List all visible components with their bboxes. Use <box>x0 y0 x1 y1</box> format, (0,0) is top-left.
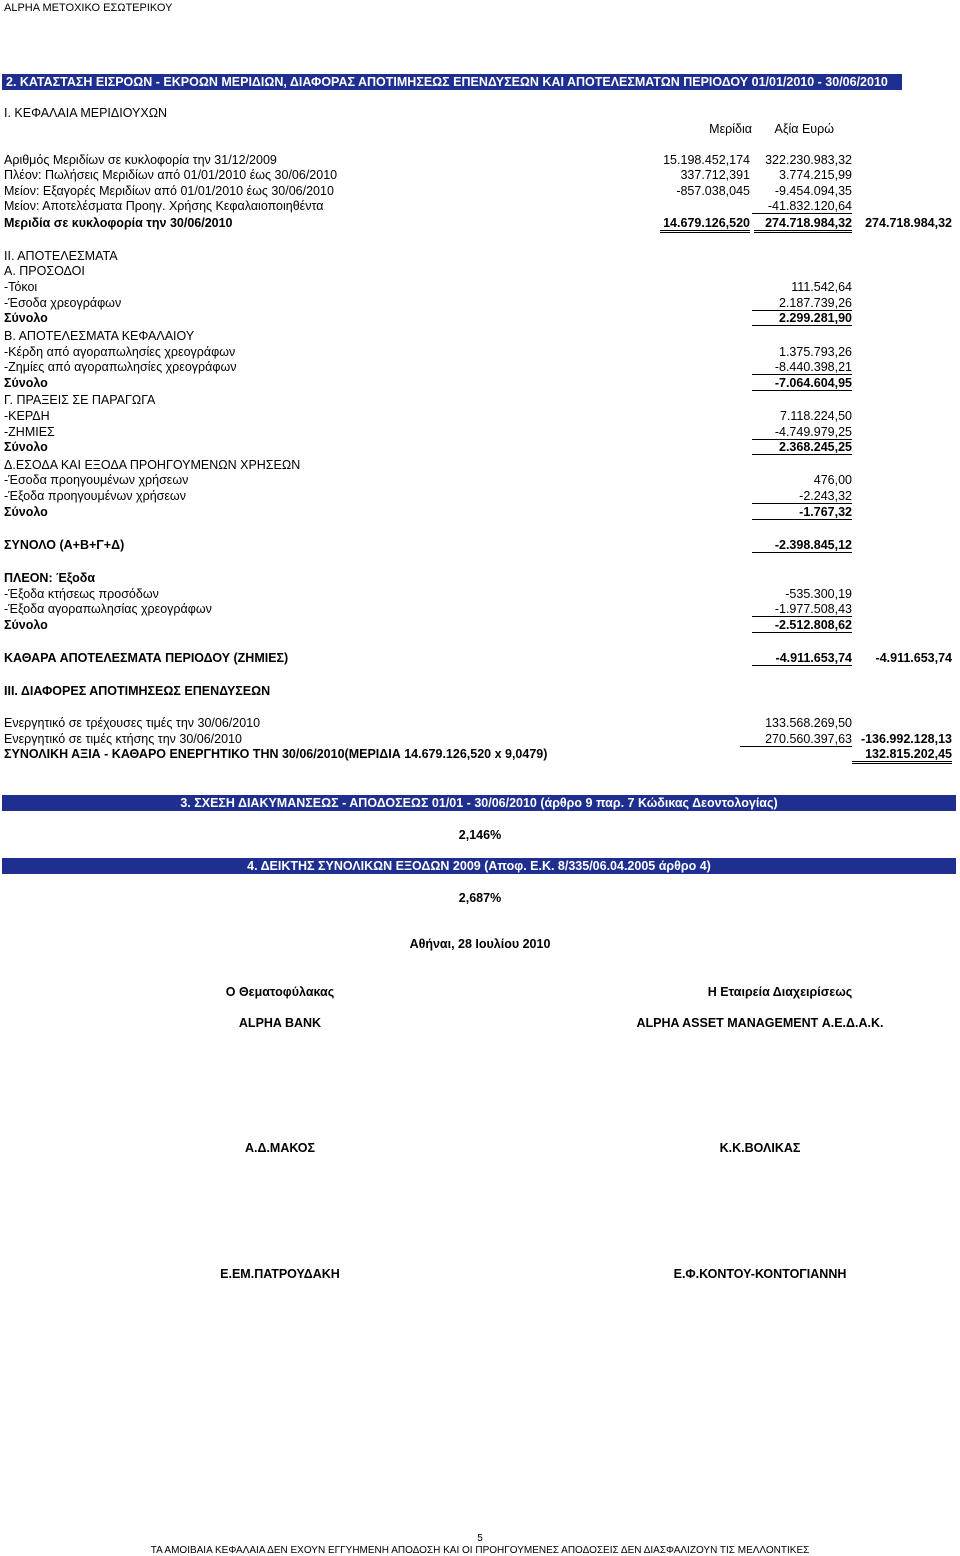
signatory-right-1: Κ.Κ.ΒΟΛΙΚΑΣ <box>719 1141 801 1155</box>
row-value: 322.230.983,32 <box>765 153 852 167</box>
section-3-title: 3. ΣΧΕΣΗ ΔΙΑΚΥΜΑΝΣΕΩΣ - ΑΠΟΔΟΣΕΩΣ 01/01 - 30/06/2010 (άρθρο 9 παρ. 7 Κώδικας Δεοντολογίας) <box>2 795 956 811</box>
row-value: 2.187.739,26 <box>752 296 852 311</box>
subtotal-value: -2.512.808,62 <box>752 618 852 633</box>
row-value: 3.774.215,99 <box>779 168 852 182</box>
row-label: -Τόκοι <box>4 280 38 294</box>
net-results-label: ΚΑΘΑΡΑ ΑΠΟΤΕΛΕΣΜΑΤΑ ΠΕΡΙΟΔΟΥ (ΖΗΜΙΕΣ) <box>4 651 289 665</box>
row-label: -Κέρδη από αγοραπωλησίες χρεογράφων <box>4 345 236 359</box>
page-number: 5 <box>477 1533 483 1544</box>
total-value-extra: 274.718.984,32 <box>865 216 952 230</box>
row-label: Αριθμός Μεριδίων σε κυκλοφορία την 31/12/2009 <box>4 153 277 167</box>
row-value: 1.375.793,26 <box>779 345 852 359</box>
row-value: 270.560.397,63 <box>740 732 852 747</box>
row-value: -8.440.398,21 <box>752 360 852 375</box>
row-units: 337.712,391 <box>680 168 750 182</box>
manager-role: Η Εταιρεία Διαχειρίσεως <box>707 985 853 999</box>
row-value: -9.454.094,35 <box>774 184 852 198</box>
total-nav-label: ΣΥΝΟΛΙΚΗ ΑΞΙΑ - ΚΑΘΑΡΟ ΕΝΕΡΓΗΤΙΚΟ ΤΗΝ 30/06/2010(ΜΕΡΙΔΙΑ 14.679.126,520 x 9,0479) <box>4 747 548 761</box>
signatory-right-2: Ε.Φ.ΚΟΝΤΟΥ-ΚΟΝΤΟΓΙΑΝΝΗ <box>673 1267 847 1281</box>
total-value: 274.718.984,32 <box>754 216 852 233</box>
subtotal-value: 2.368.245,25 <box>752 440 852 455</box>
results-title: ΙΙ. ΑΠΟΤΕΛΕΣΜΑΤΑ <box>4 249 118 263</box>
row-label: -ΖΗΜΙΕΣ <box>4 425 55 439</box>
row-value: -2.243,32 <box>752 489 852 504</box>
row-label: Πλέον: Πωλήσεις Μεριδίων από 01/01/2010 έως 30/06/2010 <box>4 168 338 182</box>
valuation-title: ΙΙΙ. ΔΙΑΦΟΡΕΣ ΑΠΟΤΙΜΗΣΕΩΣ ΕΠΕΝΔΥΣΕΩΝ <box>4 684 271 698</box>
row-label: Μείον: Αποτελέσματα Προηγ. Χρήσης Κεφαλαιοποιηθέντα <box>4 199 324 213</box>
row-value: -41.832.120,64 <box>752 199 852 214</box>
total-nav-value: 132.815.202,45 <box>852 747 952 764</box>
row-label: Ενεργητικό σε τρέχουσες τιμές την 30/06/2010 <box>4 716 261 730</box>
company-name: ALPHA ΜΕΤΟΧΙΚΟ ΕΣΩΤΕΡΙΚΟΥ <box>4 2 173 14</box>
row-value: -4.749.979,25 <box>752 425 852 440</box>
row-value: 7.118.224,50 <box>779 409 852 423</box>
total-units: 14.679.126,520 <box>660 216 750 233</box>
col-units-header: Μερίδια <box>709 122 752 136</box>
row-units: 15.198.452,174 <box>663 153 750 167</box>
row-units: -857.038,045 <box>676 184 750 198</box>
net-results-extra: -4.911.653,74 <box>875 651 952 665</box>
results-sum-value: -2.398.845,12 <box>752 538 852 553</box>
row-label: -Έσοδα προηγουμένων χρήσεων <box>4 473 189 487</box>
capital-results-title: Β. ΑΠΟΤΕΛΕΣΜΑΤΑ ΚΕΦΑΛΑΙΟΥ <box>4 329 195 343</box>
capital-title: Ι. ΚΕΦΑΛΑΙΑ ΜΕΡΙΔΙΟΥΧΩΝ <box>4 106 168 120</box>
custodian-role: Ο Θεματοφύλακας <box>225 985 335 999</box>
custodian-org: ALPHA BANK <box>238 1016 322 1030</box>
row-label: -Έσοδα χρεογράφων <box>4 296 122 310</box>
section-4-title: 4. ΔΕΙΚΤΗΣ ΣΥΝΟΛΙΚΩΝ ΕΞΟΔΩΝ 2009 (Αποφ. Ε.Κ. 8/335/06.04.2005 άρθρο 4) <box>2 858 956 874</box>
net-results-value: -4.911.653,74 <box>752 651 852 666</box>
disclaimer: ΤΑ ΑΜΟΙΒΑΙΑ ΚΕΦΑΛΑΙΑ ΔΕΝ ΕΧΟΥΝ ΕΓΓΥΗΜΕΝΗ ΑΠΟΔΟΣΗ ΚΑΙ ΟΙ ΠΡΟΗΓΟΥΜΕΝΕΣ ΑΠΟΔΟΣΕΙΣ ΔΕΝ ΔΙΑΣΦΑΛΙΖΟΥΝ ΤΙΣ ΜΕΛΛΟΝΤΙΚΕΣ <box>150 1545 810 1556</box>
place-date: Αθήναι, 28 Ιουλίου 2010 <box>409 937 551 951</box>
row-label: Μείον: Εξαγορές Μεριδίων από 01/01/2010 έως 30/06/2010 <box>4 184 334 198</box>
subtotal-label: Σύνολο <box>4 440 48 454</box>
row-label: -Ζημίες από αγοραπωλησίες χρεογράφων <box>4 360 237 374</box>
col-value-header: Αξία Ευρώ <box>774 122 834 136</box>
subtotal-label: Σύνολο <box>4 505 48 519</box>
row-label: -Έξοδα αγοραπωλησίας χρεογράφων <box>4 602 212 616</box>
section-3-value: 2,146% <box>458 828 502 842</box>
total-label: Μεριδία σε κυκλοφορία την 30/06/2010 <box>4 216 233 230</box>
expenses-title: ΠΛΕΟΝ: Έξοδα <box>4 571 96 585</box>
subtotal-label: Σύνολο <box>4 376 48 390</box>
row-value: -535.300,19 <box>785 587 852 601</box>
subtotal-value: 2.299.281,90 <box>752 311 852 326</box>
row-value: -1.977.508,43 <box>752 602 852 617</box>
row-value-extra: -136.992.128,13 <box>860 732 952 746</box>
subtotal-label: Σύνολο <box>4 618 48 632</box>
derivatives-title: Γ. ΠΡΑΞΕΙΣ ΣΕ ΠΑΡΑΓΩΓΑ <box>4 393 156 407</box>
row-label: -ΚΕΡΔΗ <box>4 409 50 423</box>
subtotal-value: -7.064.604,95 <box>752 376 852 391</box>
income-title: Α. ΠΡΟΣΟΔΟΙ <box>4 264 85 278</box>
section-4-value: 2,687% <box>458 891 502 905</box>
row-value: 476,00 <box>813 473 852 487</box>
row-value: 111.542,64 <box>791 280 852 294</box>
row-label: -Έξοδα κτήσεως προσόδων <box>4 587 159 601</box>
row-label: -Έξοδα προηγουμένων χρήσεων <box>4 489 186 503</box>
subtotal-value: -1.767,32 <box>752 505 852 520</box>
subtotal-label: Σύνολο <box>4 311 48 325</box>
signatory-left-1: Α.Δ.ΜΑΚΟΣ <box>244 1141 316 1155</box>
signatory-left-2: Ε.ΕΜ.ΠΑΤΡΟΥΔΑΚΗ <box>220 1267 340 1281</box>
prior-years-title: Δ.ΕΣΟΔΑ ΚΑΙ ΕΞΟΔΑ ΠΡΟΗΓΟΥΜΕΝΩΝ ΧΡΗΣΕΩΝ <box>4 458 301 472</box>
row-value: 133.568.269,50 <box>765 716 852 730</box>
results-sum-label: ΣΥΝΟΛΟ (Α+Β+Γ+Δ) <box>4 538 125 552</box>
row-label: Ενεργητικό σε τιμές κτήσης την 30/06/2010 <box>4 732 242 746</box>
manager-org: ALPHA ASSET MANAGEMENT Α.Ε.Δ.Α.Κ. <box>636 1016 884 1030</box>
section-2-title: 2. ΚΑΤΑΣΤΑΣΗ ΕΙΣΡΟΩΝ - ΕΚΡΟΩΝ ΜΕΡΙΔΙΩΝ, ΔΙΑΦΟΡΑΣ ΑΠΟΤΙΜΗΣΕΩΣ ΕΠΕΝΔΥΣΕΩΝ ΚΑΙ ΑΠΟΤΕΛΕΣΜΑΤΩΝ ΠΕΡΙΟΔΟΥ 01/01/2010 - 30/06/2010 <box>2 74 902 90</box>
